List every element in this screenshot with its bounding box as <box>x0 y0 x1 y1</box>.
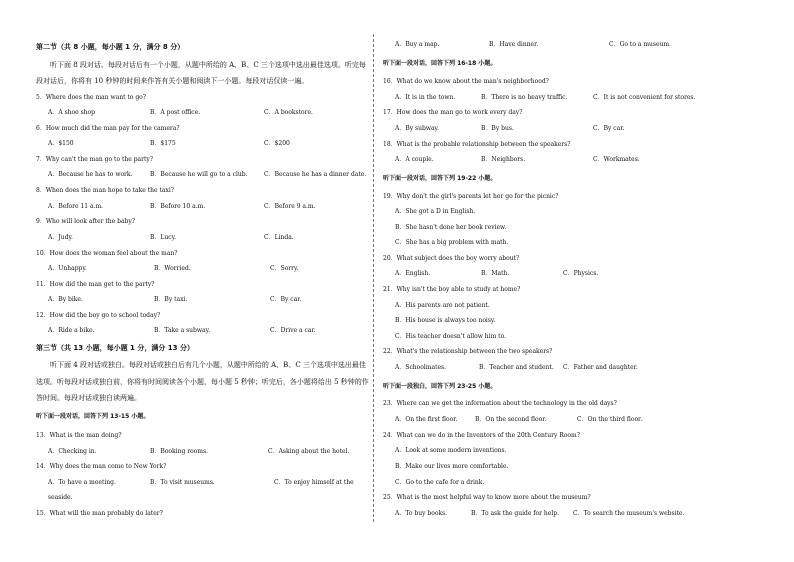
option-b: B．Before 10 a.m. <box>150 203 206 210</box>
question-10: 10．How does the woman feel about the man? <box>36 250 178 257</box>
option-c: C．It is not convenient for stores. <box>593 94 696 101</box>
question-24: 24．What can we do in the Inventors of the 20th Century Room? <box>383 432 580 439</box>
option-b: B．A post office. <box>150 109 201 116</box>
question-11: 11．How did the man get to the party? <box>36 281 155 288</box>
heading-19-22: 听下面一段对话，回答下列 19-22 小题。 <box>383 175 497 182</box>
option-c: C．To search the museum's website. <box>573 510 685 517</box>
option-b: B．By taxi. <box>154 296 188 303</box>
heading-13-15: 听下面一段对话，回答下列 13-15 小题。 <box>36 413 150 420</box>
option-b: B．Because he will go to a club. <box>150 171 248 178</box>
option-a: A．A shoe shop <box>48 109 95 116</box>
option-c: C．Sorry. <box>270 265 299 272</box>
option-b: B．To ask the guide for help. <box>471 510 560 517</box>
question-19: 19．Why don't the girl's parents let her go for the picnic? <box>383 193 559 200</box>
option-c: C．Asking about the hotel. <box>268 448 350 455</box>
option-c: C．Drive a car. <box>270 327 316 334</box>
option-b: B．Math. <box>481 270 510 277</box>
option-b: B．Lucy. <box>150 234 177 241</box>
option-a: A．Buy a map. <box>395 41 440 48</box>
option-a: A．Ride a bike. <box>48 327 95 334</box>
question-22: 22．What's the relationship between the two speakers? <box>383 348 553 355</box>
question-21-option-b: B．His house is always too noisy. <box>395 317 496 324</box>
question-25: 25．What is the most helpful way to know more about the museum? <box>383 494 591 501</box>
option-a: A．To have a meeting. <box>48 479 116 486</box>
question-23: 23．Where can we get the information about the technology in the old days? <box>383 400 617 407</box>
option-b: B．Booking rooms. <box>150 448 208 455</box>
question-8: 8．When does the man hope to take the taxi? <box>36 187 174 194</box>
section-3-instructions: 答时间。每段对话或独白读两遍。 <box>36 394 141 402</box>
option-a: A．Because he has to work. <box>48 171 133 178</box>
option-b: B．Have dinner. <box>489 41 539 48</box>
option-a: A．To buy books. <box>395 510 448 517</box>
question-6: 6．How much did the man pay for the camera? <box>36 125 180 132</box>
option-a: A．Schoolmates. <box>395 364 447 371</box>
question-15: 15．What will the man probably do later? <box>36 510 163 517</box>
question-9: 9．Who will look after the baby? <box>36 218 135 225</box>
option-b: B．Neighbors. <box>481 156 526 163</box>
option-c-continued: seaside. <box>48 494 73 501</box>
question-21-option-a: A．His parents are not patient. <box>395 302 490 309</box>
question-24-option-b: B．Make our lives more comfortable. <box>395 463 509 470</box>
question-19-option-a: A．She got a D in English. <box>395 208 476 215</box>
option-a: A．Checking in. <box>48 448 97 455</box>
option-b: B．Take a subway. <box>154 327 211 334</box>
section-2-instructions: 听下面 8 段对话。每段对话后有一个小题，从题中所给的 A、B、C 三个选项中选出最佳选项。听完每 <box>50 61 366 69</box>
column-divider <box>373 34 374 522</box>
question-16: 16．What do we know about the man's neighborhood? <box>383 78 549 85</box>
option-c: C．To enjoy himself at the <box>274 479 354 486</box>
option-b: B．Worried. <box>154 265 191 272</box>
question-17: 17．How does the man go to work every day? <box>383 109 523 116</box>
question-20: 20．What subject does the boy worry about? <box>383 255 520 262</box>
option-c: C．$200 <box>264 140 290 147</box>
option-a: A．It is in the town. <box>395 94 456 101</box>
option-a: A．Unhappy. <box>48 265 87 272</box>
option-b: B．Teacher and student. <box>479 364 554 371</box>
option-a: A．Before 11 a.m. <box>48 203 104 210</box>
option-c: C．Father and daughter. <box>563 364 638 371</box>
option-a: A．$150 <box>48 140 74 147</box>
question-19-option-c: C．She has a big problem with math. <box>395 239 509 246</box>
option-a: A．On the first floor. <box>395 416 458 423</box>
question-24-option-a: A．Look at some modern inventions. <box>395 447 507 454</box>
option-c: C．Go to a museum. <box>609 41 671 48</box>
option-b: B．On the second floor. <box>475 416 547 423</box>
option-b: B．By bus. <box>481 125 514 132</box>
question-14: 14．Why does the man come to New York? <box>36 463 167 470</box>
option-c: C．Linda. <box>264 234 294 241</box>
section-3-instructions: 听下面 4 段对话或独白。每段对话或独白后有几个小题，从题中所给的 A、B、C 三个选项中选出最佳 <box>50 361 366 369</box>
question-24-option-c: C．Go to the cafe for a drink. <box>395 479 485 486</box>
question-5: 5．Where does the man want to go? <box>36 94 146 101</box>
option-b: B．$175 <box>150 140 176 147</box>
option-c: C．Before 9 a.m. <box>264 203 316 210</box>
option-c: C．By car. <box>593 125 625 132</box>
option-b: B．To visit museums. <box>150 479 215 486</box>
section-2-instructions: 段对话后，你将有 10 秒钟的时间来作答有关小题和阅读下一小题。每段对话仅读一遍。 <box>36 77 309 85</box>
option-a: A．Judy. <box>48 234 73 241</box>
option-a: A．A couple. <box>395 156 434 163</box>
option-a: A．English. <box>395 270 431 277</box>
option-c: C．Workmates. <box>593 156 640 163</box>
question-19-option-b: B．She hasn't done her book review. <box>395 224 507 231</box>
option-c: C．By car. <box>270 296 302 303</box>
section-2-title: 第二节（共 8 小题，每小题 1 分，满分 8 分） <box>36 43 185 51</box>
heading-16-18: 听下面一段对话，回答下列 16-18 小题。 <box>383 60 497 67</box>
option-a: A．By bike. <box>48 296 83 303</box>
question-12: 12．How did the boy go to school today? <box>36 312 161 319</box>
option-a: A．By subway. <box>395 125 440 132</box>
section-3-title: 第三节（共 13 小题，每小题 1 分，满分 13 分） <box>36 344 194 352</box>
option-b: B．There is no heavy traffic. <box>481 94 568 101</box>
heading-23-25: 听下面一段独白，回答下列 23-25 小题。 <box>383 383 497 390</box>
question-7: 7．Why can't the man go to the party? <box>36 156 154 163</box>
option-c: C．A bookstore. <box>264 109 313 116</box>
option-c: C．On the third floor. <box>577 416 643 423</box>
question-21-option-c: C．His teacher doesn't allow him to. <box>395 333 507 340</box>
option-c: C．Because he has a dinner date. <box>264 171 367 178</box>
question-13: 13．What is the man doing? <box>36 432 122 439</box>
option-c: C．Physics. <box>563 270 599 277</box>
question-18: 18．What is the probable relationship between the speakers? <box>383 141 571 148</box>
section-3-instructions: 选项。听每段对话或独白前，你将有时间阅读各个小题，每小题 5 秒钟；听完后，各小题将给出 5 秒钟的作 <box>36 378 369 386</box>
question-21: 21．Why isn't the boy able to study at home? <box>383 286 521 293</box>
